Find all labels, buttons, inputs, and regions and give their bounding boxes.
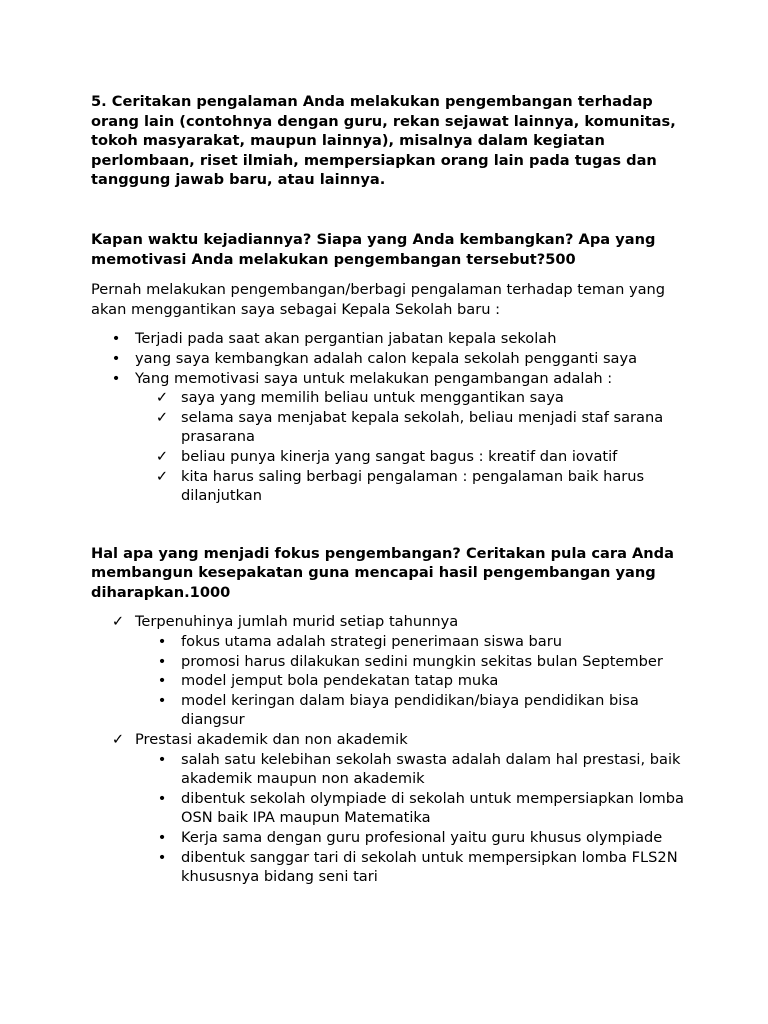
bullet-icon: • bbox=[157, 652, 167, 670]
motivation-checklist bbox=[91, 388, 691, 506]
list-item-text: promosi harus dilakukan sedini mungkin sekitas bulan September bbox=[181, 652, 663, 670]
bullet-icon: • bbox=[157, 691, 167, 709]
list-item-text: Terjadi pada saat akan pergantian jabatan kepala sekolah bbox=[135, 330, 557, 348]
list-item bbox=[91, 652, 691, 672]
list-item bbox=[91, 750, 691, 789]
focus-group-list bbox=[91, 632, 691, 730]
focus-checklist bbox=[91, 612, 691, 886]
list-item bbox=[91, 789, 691, 828]
list-item bbox=[91, 467, 691, 506]
focus-group bbox=[91, 730, 691, 887]
focus-group-title: Prestasi akademik dan non akademik bbox=[135, 731, 408, 749]
checkmark-icon: ✓ bbox=[155, 408, 169, 426]
checkmark-icon: ✓ bbox=[155, 467, 169, 485]
focus-group-title: Terpenuhinya jumlah murid setiap tahunnya bbox=[135, 613, 459, 631]
list-item-text: saya yang memilih beliau untuk menggantikan saya bbox=[181, 389, 564, 407]
list-item-text: Yang memotivasi saya untuk melakukan pengambangan adalah : bbox=[135, 369, 613, 387]
list-item-text: beliau punya kinerja yang sangat bagus : kreatif dan iovatif bbox=[181, 447, 618, 465]
checkmark-icon: ✓ bbox=[155, 447, 169, 465]
list-item-text: model keringan dalam biaya pendidikan/biaya pendidikan bisa diangsur bbox=[181, 691, 639, 729]
list-item bbox=[91, 848, 691, 887]
bullet-icon: • bbox=[111, 369, 121, 387]
list-item bbox=[91, 691, 691, 730]
bullet-icon: • bbox=[157, 789, 167, 807]
list-item-text: dibentuk sekolah olympiade di sekolah untuk mempersiapkan lomba OSN baik IPA maupun Matematika bbox=[181, 789, 684, 827]
list-item bbox=[91, 369, 691, 506]
focus-group-list bbox=[91, 750, 691, 887]
question-focus-heading: Hal apa yang menjadi fokus pengembangan? Ceritakan pula cara Anda membangun kesepakatan guna mencapai hasil pengembangan yang diharapkan.1000 bbox=[91, 544, 674, 601]
list-item-text: fokus utama adalah strategi penerimaan siswa baru bbox=[181, 633, 562, 651]
focus-group bbox=[91, 612, 691, 730]
list-item bbox=[91, 671, 691, 691]
list-item bbox=[91, 447, 691, 467]
list-item-text: salah satu kelebihan sekolah swasta adalah dalam hal prestasi, baik akademik maupun non akademik bbox=[181, 750, 681, 788]
document-page bbox=[91, 92, 691, 887]
question-5-heading: 5. Ceritakan pengalaman Anda melakukan pengembangan terhadap orang lain (contohnya dengan guru, rekan sejawat lainnya, komunitas, tokoh masyarakat, maupun lainnya), misalnya dalam kegiatan perlombaan, riset ilmiah, mempersiapkan orang lain pada tugas dan tanggung jawab baru, atau lainnya. bbox=[91, 93, 676, 189]
list-item-text: model jemput bola pendekatan tatap muka bbox=[181, 672, 499, 690]
list-item bbox=[91, 349, 691, 369]
list-item-text: dibentuk sanggar tari di sekolah untuk mempersipkan lomba FLS2N khususnya bidang seni tari bbox=[181, 848, 678, 886]
checkmark-icon: ✓ bbox=[155, 389, 169, 407]
list-item bbox=[91, 828, 691, 848]
checkmark-icon: ✓ bbox=[111, 731, 125, 749]
bullet-icon: • bbox=[111, 330, 121, 348]
list-item-text: yang saya kembangkan adalah calon kepala sekolah pengganti saya bbox=[135, 349, 638, 367]
list-item-text: Kerja sama dengan guru profesional yaitu guru khusus olympiade bbox=[181, 829, 663, 846]
list-item-text: selama saya menjabat kepala sekolah, beliau menjadi staf sarana prasarana bbox=[181, 408, 664, 446]
list-item bbox=[91, 329, 691, 349]
list-item-text: kita harus saling berbagi pengalaman : pengalaman baik harus dilanjutkan bbox=[181, 467, 645, 505]
bullet-icon: • bbox=[157, 672, 167, 690]
question-when-who-heading: Kapan waktu kejadiannya? Siapa yang Anda kembangkan? Apa yang memotivasi Anda melakukan pengembangan tersebut?500 bbox=[91, 230, 656, 268]
list-item bbox=[91, 388, 691, 408]
bullet-icon: • bbox=[157, 633, 167, 651]
checkmark-icon: ✓ bbox=[111, 613, 125, 631]
bullet-icon: • bbox=[157, 750, 167, 768]
bullet-icon: • bbox=[111, 349, 121, 367]
intro-paragraph: Pernah melakukan pengembangan/berbagi pengalaman terhadap teman yang akan menggantikan saya sebagai Kepala Sekolah baru : bbox=[91, 281, 666, 318]
list-item bbox=[91, 632, 691, 652]
bullet-icon: • bbox=[157, 848, 167, 866]
answer-bullet-list bbox=[91, 329, 691, 505]
list-item bbox=[91, 408, 691, 447]
bullet-icon: • bbox=[157, 829, 167, 846]
